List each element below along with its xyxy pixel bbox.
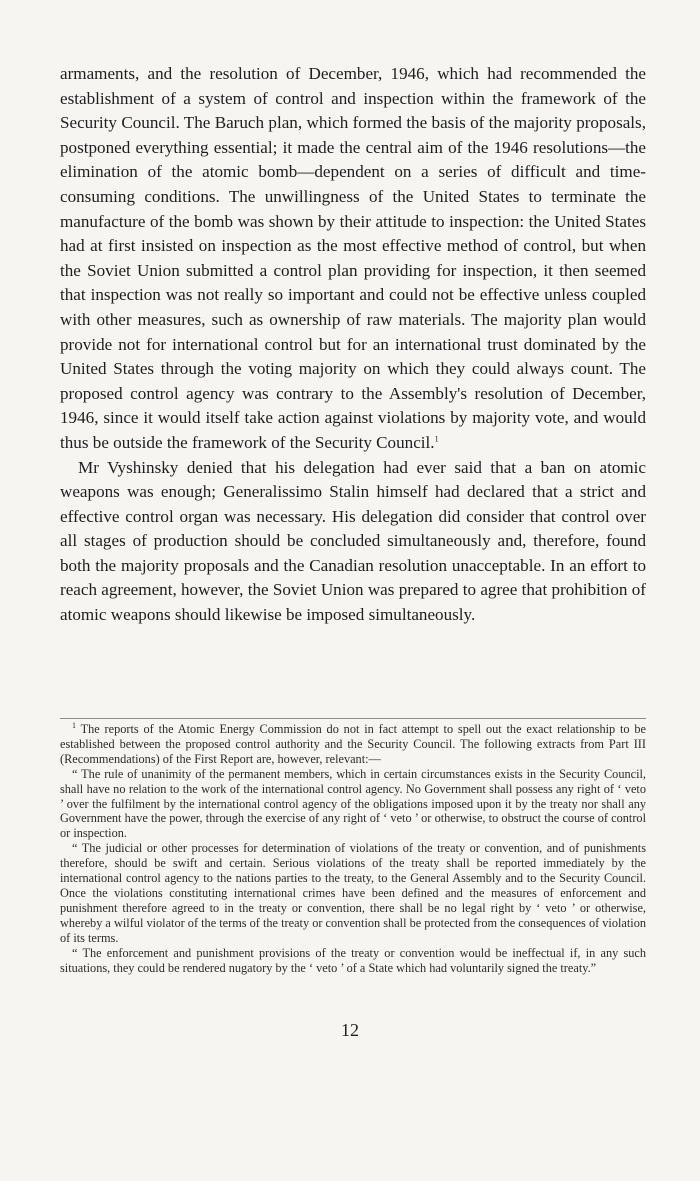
paragraph [60,62,646,456]
footnote-quote: “ The rule of unanimity of the permanent members, which in certain circumstances exists in the Security Council, shall have no relation to the work of the international control agency. No Government shall possess any right of ‘ veto ’ over the fulfilment by the international control agency of the obligations imposed upon it by the treaty nor shall any Government have the power, through the exercise of any right of ‘ veto ’ or otherwise, to obstruct the course of control or inspection. [60,766,646,841]
paragraph-text: armaments, and the resolution of December, 1946, which had recommended the establishment of a system of control and inspection within the framework of the Security Council. The Baruch plan, which formed the basis of the majority proposals, postponed everything essential; it made the central aim of the 1946 resolutions—the elimination of the atomic bomb—dependent on a series of difficult and time-consuming conditions. The unwillingness of the United States to terminate the manufacture of the bomb was shown by their attitude to inspection: the United States had at first insisted on inspection as the most effective method of control, but when the Soviet Union submitted a control plan providing for inspection, it then seemed that inspection was not really so important and could not be effective unless coupled with other measures, such as ownership of raw materials. The majority plan would provide not for international control but for an international trust dominated by the United States through the voting majority on which they could always count. The proposed control agency was contrary to the Assembly's resolution of December, 1946, since it would itself take action against violations by majority vote, and would thus be outside the framework of the Security Council. [60,64,646,452]
paragraph: Mr Vyshinsky denied that his delegation had ever said that a ban on atomic weapons was enough; Generalissimo Stalin himself had declared that a strict and effective control organ was necessary. His delegation did consider that control over all stages of production should be concluded simultaneously and, therefore, found both the majority proposals and the Canadian resolution unacceptable. In an effort to reach agreement, however, the Soviet Union was prepared to agree that prohibition of atomic weapons should likewise be imposed simultaneously. [60,457,646,625]
main-text [60,62,646,628]
footnote-divider [60,718,646,719]
footnote-quote: “ The judicial or other processes for determination of violations of the treaty or convention, and of punishments therefore, should be swift and certain. Serious violations of the treaty shall be reported immediately by the international control agency to the nations parties to the treaty, to the General Assembly and to the Security Council. Once the violations constituting international crimes have been defined and the measures of enforcement and punishment therefore agreed to in the treaty or convention, there shall be no legal right by ‘ veto ’ or otherwise, whereby a wilful violator of the terms of the treaty or convention shall be protected from the consequences of violation of its terms. [60,841,646,945]
footnote [60,722,646,767]
page-number: 12 [341,1020,359,1040]
footnote-reference[interactable]: 1 [434,434,439,444]
footnotes [60,722,646,975]
footnote-intro: The reports of the Atomic Energy Commission do not in fact attempt to spell out the exact relationship to be established between the proposed control authority and the Security Council. The following extracts from Part III (Recommendations) of the First Report are, however, relevant:— [60,722,646,766]
footnote-quote: “ The enforcement and punishment provisions of the treaty or convention would be ineffectual if, in any such situations, they could be rendered nugatory by the ‘ veto ’ of a State which had voluntarily signed the treaty.” [60,945,646,975]
footnote-marker: 1 [72,720,76,730]
